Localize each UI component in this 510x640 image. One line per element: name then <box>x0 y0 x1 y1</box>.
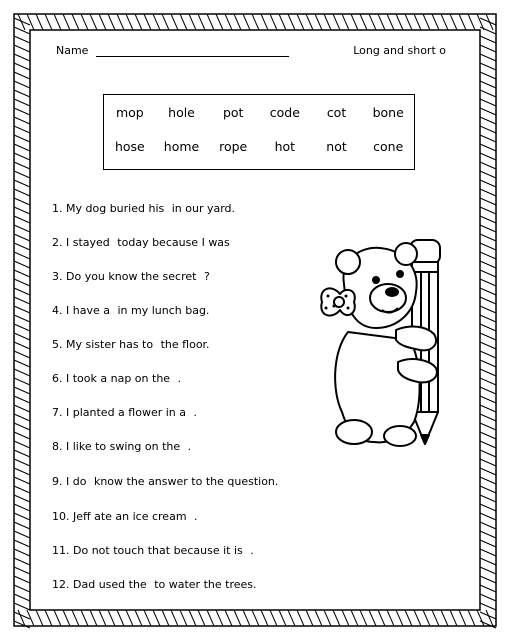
border-hatch-mark <box>234 14 241 30</box>
border-hatch-mark <box>207 610 214 626</box>
border-hatch-mark <box>27 14 34 30</box>
question-item: 11. Do not touch that because it is . <box>52 544 254 557</box>
border-hatch-mark <box>72 14 79 30</box>
border-hatch-mark <box>63 14 70 30</box>
border-hatch-mark <box>171 14 178 30</box>
border-hatch-mark <box>14 558 30 565</box>
border-hatch-mark <box>480 144 496 151</box>
border-hatch-mark <box>117 610 124 626</box>
border-hatch-mark <box>153 610 160 626</box>
border-hatch-mark <box>480 63 496 70</box>
border-hatch-mark <box>480 504 496 511</box>
border-hatch-mark <box>270 610 277 626</box>
border-hatch-mark <box>396 610 403 626</box>
border-hatch-mark <box>480 612 496 619</box>
border-hatch-mark <box>14 360 30 367</box>
word-bank-item: cot <box>326 105 347 120</box>
border-hatch-mark <box>480 351 496 358</box>
border-hatch-mark <box>14 549 30 556</box>
border-hatch-mark <box>207 14 214 30</box>
border-hatch-mark <box>480 117 496 124</box>
border-hatch-mark <box>480 198 496 205</box>
border-hatch-mark <box>480 135 496 142</box>
border-hatch-mark <box>432 14 439 30</box>
border-hatch-mark <box>63 610 70 626</box>
border-hatch-mark <box>54 14 61 30</box>
border-hatch-mark <box>14 459 30 466</box>
border-hatch-mark <box>14 522 30 529</box>
border-hatch-mark <box>14 324 30 331</box>
word-bank-item: code <box>269 105 300 120</box>
border-hatch-mark <box>14 567 30 574</box>
border-hatch-mark <box>306 14 313 30</box>
border-hatch-mark <box>297 610 304 626</box>
border-hatch-mark <box>14 207 30 214</box>
border-hatch-mark <box>480 162 496 169</box>
border-hatch-mark <box>480 405 496 412</box>
question-item: 10. Jeff ate an ice cream . <box>52 510 198 523</box>
border-hatch-mark <box>480 153 496 160</box>
question-item: 2. I stayed today because I was <box>52 236 230 249</box>
border-hatch-mark <box>14 594 30 601</box>
border-hatch-mark <box>279 14 286 30</box>
word-bank-item: mop <box>115 105 144 120</box>
border-hatch-mark <box>14 144 30 151</box>
border-hatch-mark <box>480 477 496 484</box>
border-hatch-mark <box>81 610 88 626</box>
border-hatch-mark <box>315 610 322 626</box>
border-hatch-mark <box>14 396 30 403</box>
border-hatch-mark <box>279 610 286 626</box>
border-hatch-mark <box>480 495 496 502</box>
border-hatch-mark <box>14 279 30 286</box>
border-hatch-mark <box>480 468 496 475</box>
border-hatch-mark <box>480 378 496 385</box>
border-hatch-mark <box>14 369 30 376</box>
border-hatch-mark <box>480 270 496 277</box>
question-item: 3. Do you know the secret ? <box>52 270 210 283</box>
border-hatch-mark <box>99 610 106 626</box>
border-hatch-mark <box>480 243 496 250</box>
border-hatch-mark <box>14 54 30 61</box>
border-hatch-mark <box>14 414 30 421</box>
border-hatch-mark <box>450 610 457 626</box>
border-hatch-mark <box>14 81 30 88</box>
border-hatch-mark <box>288 14 295 30</box>
border-hatch-mark <box>387 14 394 30</box>
border-hatch-mark <box>14 45 30 52</box>
border-hatch-mark <box>14 504 30 511</box>
border-hatch-mark <box>14 387 30 394</box>
border-hatch-mark <box>108 610 115 626</box>
border-hatch-mark <box>36 610 43 626</box>
border-hatch-mark <box>414 14 421 30</box>
word-bank-item: cone <box>373 139 404 154</box>
question-item: 12. Dad used the to water the trees. <box>52 578 257 591</box>
border-hatch-mark <box>162 14 169 30</box>
border-hatch-mark <box>480 549 496 556</box>
border-hatch-mark <box>480 450 496 457</box>
border-hatch-mark <box>333 610 340 626</box>
border-hatch-mark <box>480 54 496 61</box>
border-hatch-mark <box>14 306 30 313</box>
border-hatch-mark <box>144 14 151 30</box>
border-hatch-mark <box>198 610 205 626</box>
border-hatch-mark <box>351 610 358 626</box>
border-hatch-mark <box>14 423 30 430</box>
border-hatch-mark <box>480 108 496 115</box>
border-hatch-mark <box>480 441 496 448</box>
border-hatch-mark <box>14 162 30 169</box>
border-hatch-mark <box>153 14 160 30</box>
border-hatch-mark <box>480 225 496 232</box>
border-hatch-mark <box>126 610 133 626</box>
border-hatch-mark <box>333 14 340 30</box>
border-hatch-mark <box>480 387 496 394</box>
border-hatch-mark <box>14 27 30 34</box>
question-item: 8. I like to swing on the . <box>52 440 192 453</box>
border-hatch-mark <box>14 477 30 484</box>
border-hatch-mark <box>360 14 367 30</box>
border-hatch-mark <box>14 270 30 277</box>
border-hatch-mark <box>14 486 30 493</box>
border-hatch-mark <box>36 14 43 30</box>
border-hatch-mark <box>14 621 30 628</box>
border-hatch-mark <box>81 14 88 30</box>
border-hatch-mark <box>480 360 496 367</box>
border-hatch-mark <box>14 261 30 268</box>
border-hatch-mark <box>387 610 394 626</box>
border-hatch-mark <box>14 234 30 241</box>
border-hatch-mark <box>480 288 496 295</box>
border-hatch-mark <box>54 610 61 626</box>
word-bank <box>103 94 415 170</box>
border-hatch-mark <box>480 171 496 178</box>
border-hatch-mark <box>351 14 358 30</box>
border-hatch-mark <box>14 378 30 385</box>
border-hatch-mark <box>480 189 496 196</box>
border-hatch-mark <box>480 423 496 430</box>
border-hatch-mark <box>288 610 295 626</box>
border-hatch-mark <box>117 14 124 30</box>
border-hatch-mark <box>342 14 349 30</box>
border-hatch-mark <box>480 486 496 493</box>
border-hatch-mark <box>480 396 496 403</box>
word-bank-item: home <box>163 139 200 154</box>
border-hatch-mark <box>14 288 30 295</box>
border-hatch-mark <box>480 297 496 304</box>
border-hatch-mark <box>14 36 30 43</box>
border-hatch-mark <box>14 603 30 610</box>
border-hatch-mark <box>14 441 30 448</box>
border-hatch-mark <box>180 610 187 626</box>
word-bank-item: pot <box>222 105 244 120</box>
border-hatch-mark <box>480 234 496 241</box>
border-hatch-mark <box>189 610 196 626</box>
border-hatch-mark <box>342 610 349 626</box>
border-hatch-mark <box>324 610 331 626</box>
border-hatch-mark <box>14 171 30 178</box>
border-hatch-mark <box>216 14 223 30</box>
border-hatch-mark <box>480 414 496 421</box>
border-hatch-mark <box>45 610 52 626</box>
border-hatch-mark <box>480 585 496 592</box>
border-hatch-mark <box>14 72 30 79</box>
border-hatch-mark <box>108 14 115 30</box>
border-hatch-mark <box>297 14 304 30</box>
border-hatch-mark <box>252 610 259 626</box>
border-hatch-mark <box>162 610 169 626</box>
border-hatch-mark <box>480 567 496 574</box>
border-hatch-mark <box>14 63 30 70</box>
border-hatch-mark <box>14 216 30 223</box>
border-hatch-mark <box>480 594 496 601</box>
border-hatch-mark <box>14 585 30 592</box>
border-hatch-mark <box>480 207 496 214</box>
border-hatch-mark <box>405 610 412 626</box>
border-hatch-mark <box>14 198 30 205</box>
border-hatch-mark <box>396 14 403 30</box>
word-bank-row-2 <box>104 139 414 154</box>
border-hatch-mark <box>414 610 421 626</box>
border-hatch-mark <box>423 14 430 30</box>
border-hatch-mark <box>216 610 223 626</box>
border-hatch-mark <box>261 14 268 30</box>
bear-with-pencil-illustration <box>318 232 468 450</box>
border-hatch-mark <box>369 14 376 30</box>
border-hatch-mark <box>480 180 496 187</box>
worksheet-title: Long and short o <box>353 44 446 57</box>
border-hatch-mark <box>459 610 466 626</box>
border-hatch-mark <box>243 14 250 30</box>
border-hatch-mark <box>480 126 496 133</box>
border-hatch-mark <box>14 405 30 412</box>
border-hatch-mark <box>14 531 30 538</box>
border-hatch-mark <box>480 90 496 97</box>
border-hatch-mark <box>14 252 30 259</box>
border-hatch-mark <box>14 189 30 196</box>
question-item: 5. My sister has to the floor. <box>52 338 210 351</box>
border-hatch-mark <box>14 342 30 349</box>
border-hatch-mark <box>405 14 412 30</box>
border-hatch-mark <box>480 603 496 610</box>
border-hatch-mark <box>14 135 30 142</box>
word-bank-item: rope <box>219 139 248 154</box>
word-bank-item: hose <box>114 139 145 154</box>
border-hatch-mark <box>306 610 313 626</box>
border-hatch-mark <box>135 14 142 30</box>
border-hatch-mark <box>480 540 496 547</box>
border-hatch-mark <box>90 610 97 626</box>
border-hatch-mark <box>480 324 496 331</box>
border-hatch-mark <box>270 14 277 30</box>
border-hatch-mark <box>468 610 475 626</box>
border-hatch-mark <box>480 522 496 529</box>
word-bank-item: bone <box>372 105 404 120</box>
border-hatch-mark <box>480 279 496 286</box>
border-hatch-mark <box>189 14 196 30</box>
border-hatch-mark <box>441 14 448 30</box>
border-hatch-mark <box>14 576 30 583</box>
border-hatch-mark <box>360 610 367 626</box>
border-hatch-mark <box>14 450 30 457</box>
border-hatch-mark <box>378 14 385 30</box>
border-hatch-mark <box>480 99 496 106</box>
border-hatch-mark <box>72 610 79 626</box>
border-hatch-mark <box>261 610 268 626</box>
question-item: 4. I have a in my lunch bag. <box>52 304 210 317</box>
border-hatch-mark <box>234 610 241 626</box>
border-hatch-mark <box>180 14 187 30</box>
border-hatch-mark <box>468 14 475 30</box>
border-hatch-mark <box>198 14 205 30</box>
border-hatch-mark <box>480 261 496 268</box>
border-hatch-mark <box>480 72 496 79</box>
border-hatch-mark <box>14 126 30 133</box>
word-bank-row-1 <box>104 105 414 120</box>
border-hatch-mark <box>378 610 385 626</box>
border-hatch-mark <box>14 153 30 160</box>
border-hatch-mark <box>14 333 30 340</box>
border-hatch-mark <box>252 14 259 30</box>
word-bank-item: not <box>326 139 347 154</box>
border-hatch-mark <box>144 610 151 626</box>
border-hatch-mark <box>14 90 30 97</box>
border-hatch-mark <box>171 610 178 626</box>
border-hatch-mark <box>480 216 496 223</box>
border-hatch-mark <box>14 117 30 124</box>
border-hatch-mark <box>14 495 30 502</box>
border-hatch-mark <box>480 432 496 439</box>
border-hatch-mark <box>14 225 30 232</box>
border-hatch-mark <box>480 621 496 628</box>
border-hatch-mark <box>480 45 496 52</box>
border-hatch-mark <box>441 610 448 626</box>
border-hatch-mark <box>126 14 133 30</box>
border-hatch-mark <box>459 14 466 30</box>
word-bank-item: hot <box>274 139 296 154</box>
border-hatch-mark <box>423 610 430 626</box>
border-hatch-mark <box>14 108 30 115</box>
border-hatch-mark <box>480 81 496 88</box>
border-hatch-mark <box>90 14 97 30</box>
border-hatch-mark <box>14 540 30 547</box>
border-hatch-mark <box>315 14 322 30</box>
question-item: 9. I do know the answer to the question. <box>52 475 279 488</box>
border-hatch-mark <box>480 306 496 313</box>
border-hatch-mark <box>135 610 142 626</box>
border-hatch-mark <box>369 610 376 626</box>
border-hatch-mark <box>225 14 232 30</box>
border-hatch-mark <box>480 333 496 340</box>
border-hatch-mark <box>14 432 30 439</box>
border-hatch-mark <box>243 610 250 626</box>
border-hatch-mark <box>480 531 496 538</box>
border-hatch-mark <box>432 610 439 626</box>
border-hatch-mark <box>480 459 496 466</box>
border-hatch-mark <box>480 27 496 34</box>
border-hatch-mark <box>480 576 496 583</box>
word-bank-item: hole <box>168 105 195 120</box>
border-hatch-mark <box>14 351 30 358</box>
border-hatch-mark <box>480 36 496 43</box>
border-hatch-mark <box>45 14 52 30</box>
border-hatch-mark <box>14 315 30 322</box>
border-hatch-mark <box>14 180 30 187</box>
border-hatch-mark <box>324 14 331 30</box>
border-hatch-mark <box>480 252 496 259</box>
border-hatch-mark <box>14 468 30 475</box>
border-hatch-mark <box>225 610 232 626</box>
border-hatch-mark <box>480 315 496 322</box>
border-hatch-mark <box>99 14 106 30</box>
border-hatch-mark <box>480 513 496 520</box>
border-hatch-mark <box>480 369 496 376</box>
question-item: 7. I planted a flower in a . <box>52 406 197 419</box>
question-item: 1. My dog buried his in our yard. <box>52 202 236 215</box>
border-hatch-mark <box>14 99 30 106</box>
border-hatch-mark <box>14 243 30 250</box>
border-hatch-mark <box>450 14 457 30</box>
border-hatch-mark <box>14 297 30 304</box>
name-label: Name <box>56 44 89 57</box>
name-field-line[interactable] <box>96 56 289 57</box>
border-hatch-mark <box>14 513 30 520</box>
border-hatch-mark <box>480 558 496 565</box>
question-item: 6. I took a nap on the . <box>52 372 182 385</box>
border-hatch-mark <box>480 342 496 349</box>
